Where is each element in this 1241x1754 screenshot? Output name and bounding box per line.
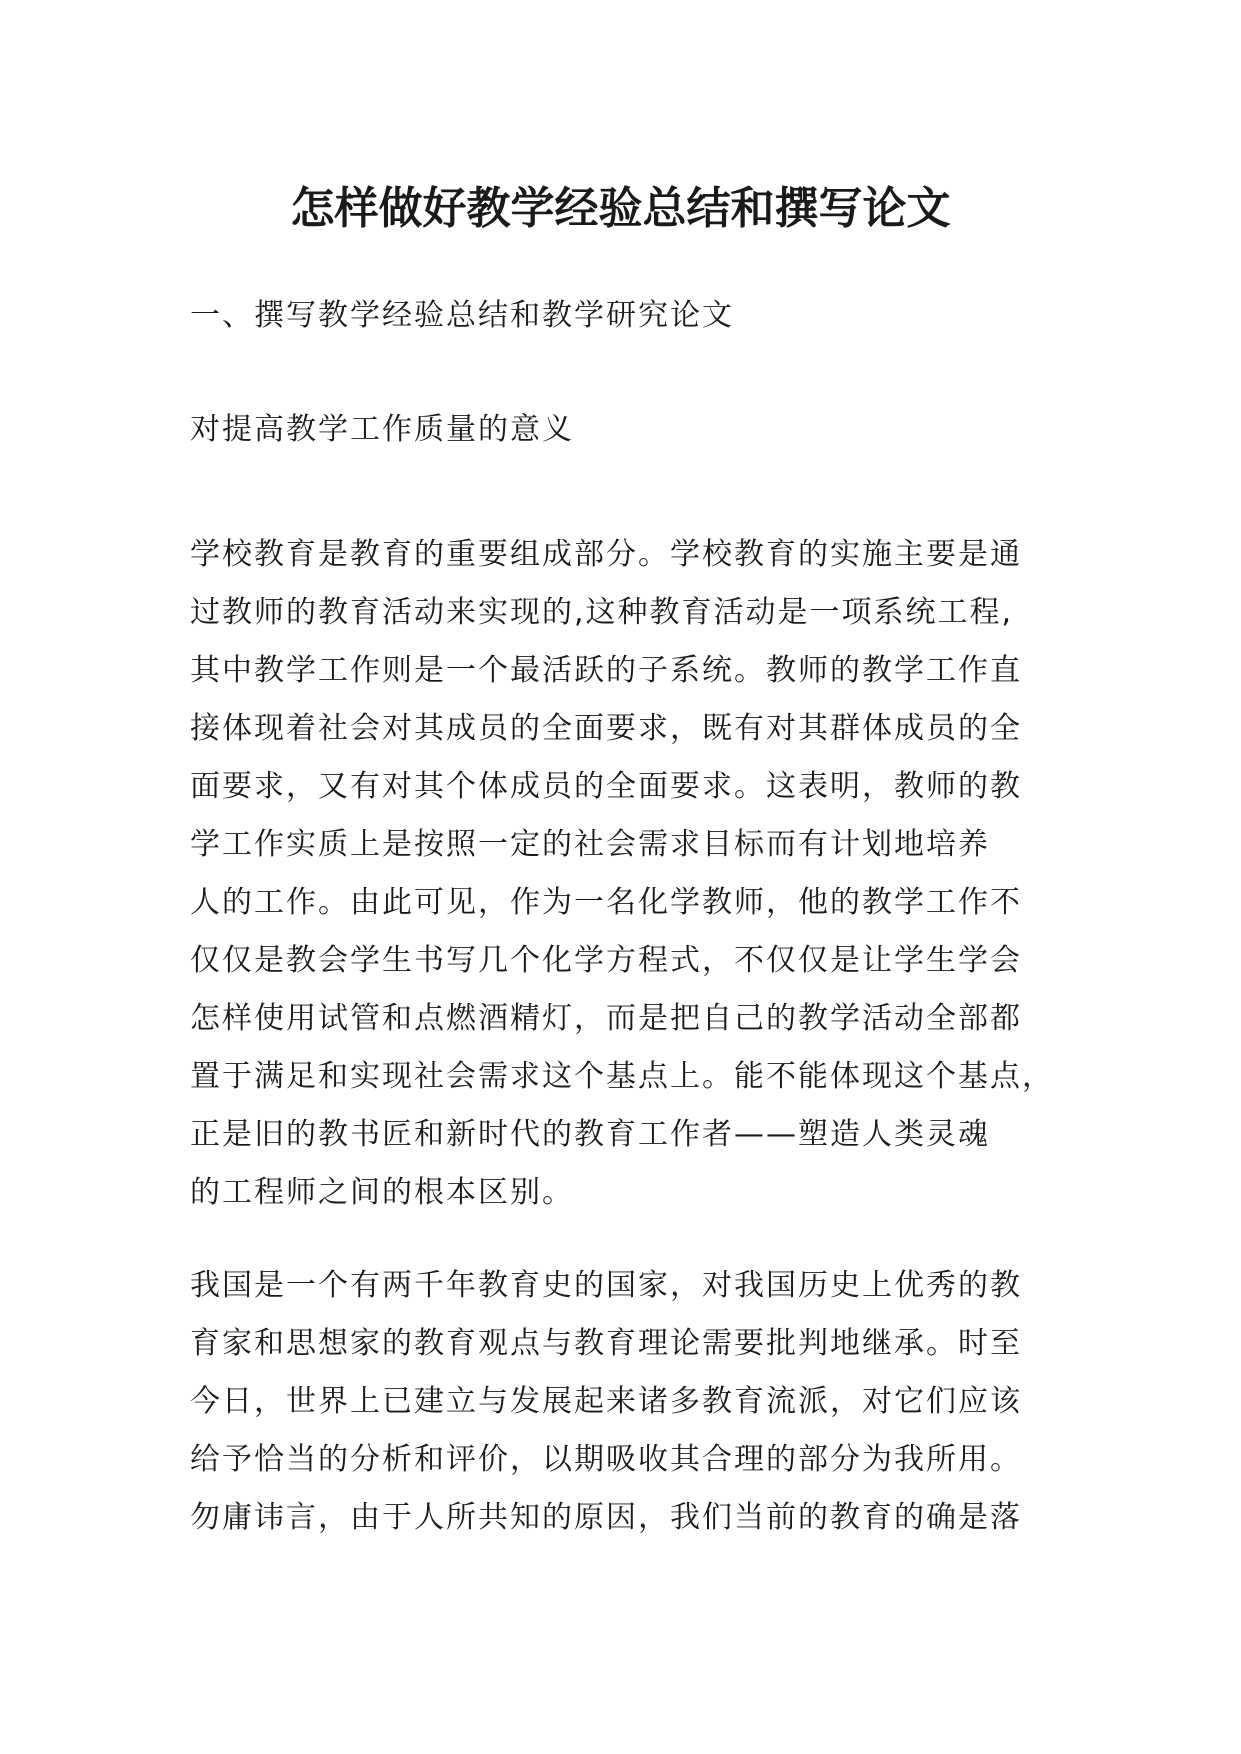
paragraph-line: 怎样使用试管和点燃酒精灯，而是把自己的教学活动全部都 [190,1001,1022,1036]
paragraph-line: 接体现着社会对其成员的全面要求，既有对其群体成员的全 [190,711,1022,746]
paragraph-1 [190,526,1070,1222]
section-heading: 一、撰写教学经验总结和教学研究论文 [190,298,734,333]
paragraph-2 [190,1257,1070,1547]
paragraph-line: 给予恰当的分析和评价，以期吸收其合理的部分为我所用。 [190,1442,1022,1477]
paragraph-line: 置于满足和实现社会需求这个基点上。能不能体现这个基点， [190,1059,1054,1094]
paragraph-line: 育家和思想家的教育观点与教育理论需要批判地继承。时至 [190,1326,1022,1361]
document-title: 怎样做好教学经验总结和撰写论文 [290,183,951,235]
paragraph-line: 今日，世界上已建立与发展起来诸多教育流派，对它们应该 [190,1384,1022,1419]
paragraph-line: 的工程师之间的根本区别。 [190,1175,574,1210]
paragraph-line: 人的工作。由此可见，作为一名化学教师，他的教学工作不 [190,885,1022,920]
paragraph-line: 其中教学工作则是一个最活跃的子系统。教师的教学工作直 [190,653,1022,688]
section-subheading: 对提高教学工作质量的意义 [190,412,574,447]
paragraph-line: 勿庸讳言，由于人所共知的原因，我们当前的教育的确是落 [190,1500,1022,1535]
paragraph-line: 学校教育是教育的重要组成部分。学校教育的实施主要是通 [190,537,1022,572]
paragraph-line: 学工作实质上是按照一定的社会需求目标而有计划地培养 [190,827,990,862]
paragraph-line: 仅仅是教会学生书写几个化学方程式，不仅仅是让学生学会 [190,943,1022,978]
paragraph-line: 面要求，又有对其个体成员的全面要求。这表明，教师的教 [190,769,1022,804]
paragraph-line: 我国是一个有两千年教育史的国家，对我国历史上优秀的教 [190,1268,1022,1303]
paragraph-line: 过教师的教育活动来实现的,这种教育活动是一项系统工程, [190,595,1014,630]
paragraph-line: 正是旧的教书匠和新时代的教育工作者——塑造人类灵魂 [190,1117,990,1152]
